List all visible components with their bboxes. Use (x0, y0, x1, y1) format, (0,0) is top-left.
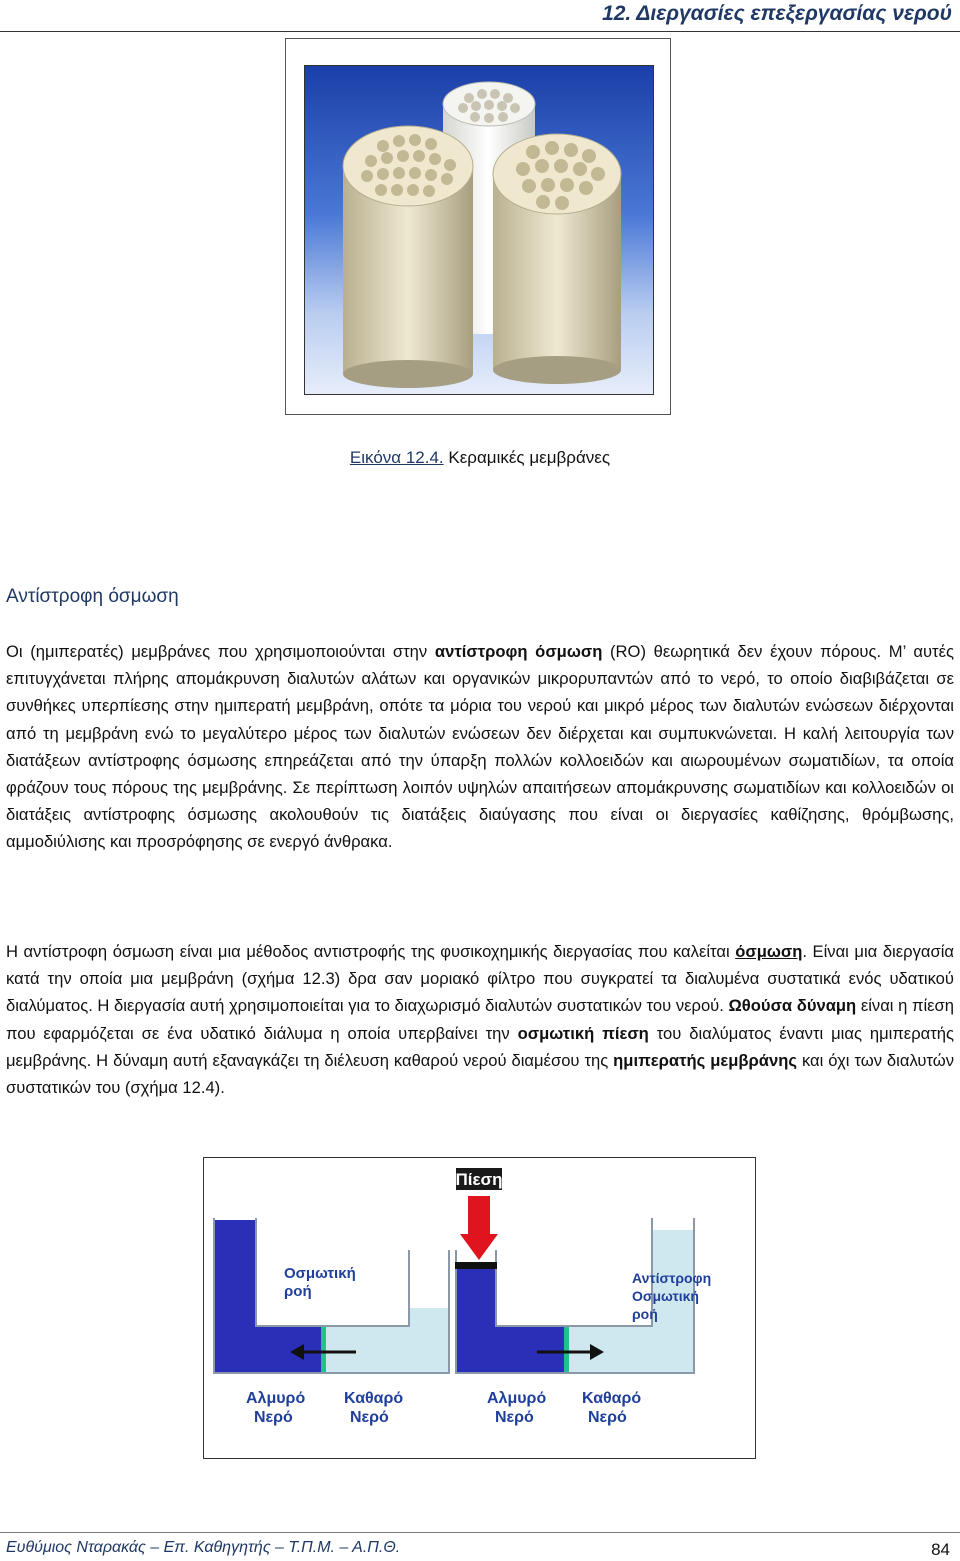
paragraph-text: του διαλύματος έναντι μιας ημιπερατής μεμβράνης. Η δύναμη αυτή εξαναγκάζει τη διέλευση καθαρού νερού διαμέσου της (6, 1023, 955, 1070)
pressure-arrow-icon (460, 1196, 498, 1260)
paragraph-text: (RO) θεωρητικά δεν έχουν πόρους. Μ’ αυτές επιτυγχάνεται πλήρης απομάκρυνση διαλυτών αλάτων και οργανικών μικρορυπαντών από το νερό, το οποίο διαβιβάζεται σε συνθήκες υπερπίεσης στην ημιπερατή μεμβράνη, οπότε τα μόρια του νερού και μικρό μέρος των διαλυτών ενώσεων διέρχονται από τη μεμβράνη ενώ το μεγαλύτερο μέρος των διαλυτών ενώσεων δεν διέρχεται και συμπυκνώνεται. Η καλή λειτουργία των διατάξεων αντίστροφης όσμωσης επηρεάζεται από την ύπαρξη πολλών κολλοειδών και αιωρουμένων σωματιδίων, τα οποία φράζουν τους πόρους της μεμβράνης. Σε περίπτωση λοιπόν υψηλών απαιτήσεων απομάκρυνσης σωματιδίων και κολλοειδών οι διατάξεις αντίστροφης όσμωσης ακολουθούν τις διατάξεις διαύγασης που είναι οι διεργασίες καθίζησης, θρόμβωσης, αμμοδιύλισης και προσρόφησης σε ενεργό άνθρακα. (6, 642, 954, 852)
bold-term: οσμωτική πίεση (517, 1023, 649, 1043)
footer-author: Ευθύμιος Νταρακάς – Επ. Καθηγητής – Τ.Π.Μ. – Α.Π.Θ. (6, 1539, 401, 1556)
bold-term: αντίστροφη όσμωση (434, 642, 603, 661)
paragraph-text: Οι (ημιπερατές) μεμβράνες που χρησιμοποιούνται στην (6, 642, 435, 661)
ceramic-membranes-image (305, 66, 654, 395)
salt-water-label-right: Αλμυρό Νερό (487, 1390, 547, 1426)
section-heading: Αντίστροφη όσμωση (6, 586, 179, 607)
ceramic-membranes-figure (285, 38, 671, 415)
paragraph-text: είναι η πίεση που εφαρμόζεται σε ένα υδατικό διάλυμα η οποία υπερβαίνει την (6, 996, 954, 1043)
salt-water-label-left: Αλμυρό Νερό (246, 1390, 306, 1426)
paragraph-text: . Είναι μια διεργασία κατά την οποία μια μεμβράνη (σχήμα 12.3) δρα σαν μοριακό φίλτρο που συγκρατεί τα διαλυμένα συστατικά ενός υδατικού διαλύματος. Η διεργασία αυτή χρησιμοποιείται για το διαχωρισμό διαλυτών συστατικών του νερού. (6, 942, 954, 1016)
clean-water-label-right: Καθαρό Νερό (582, 1390, 642, 1426)
osmotic-flow-label: Οσμωτική ροή (284, 1265, 356, 1300)
page-number: 84 (931, 1540, 950, 1559)
figure-caption (0, 448, 960, 468)
bold-term: Ωθούσα δύναμη (728, 996, 857, 1016)
clean-water-label-left: Καθαρό Νερό (344, 1390, 404, 1426)
osmosis-diagram (203, 1157, 756, 1459)
paragraph-text: Η αντίστροφη όσμωση είναι μια μέθοδος αντιστροφής της φυσικοχημικής διεργασίας που καλείται (6, 942, 736, 961)
bold-term: όσμωση (735, 942, 803, 961)
paragraph-reverse-osmosis-membranes (6, 638, 954, 856)
figure-caption-text: Κεραμικές μεμβράνες (443, 448, 611, 467)
pressure-label: Πίεση (455, 1170, 503, 1189)
header-divider (0, 31, 960, 32)
reverse-osmotic-flow-label: Αντίστροφη Οσμωτική ροή (632, 1270, 712, 1322)
figure-caption-number: Εικόνα 12.4. (349, 448, 444, 467)
paragraph-text: και όχι των διαλυτών συστατικών του (σχήμα 12.4). (6, 1050, 954, 1098)
footer-divider (0, 1532, 960, 1533)
bold-term: ημιπερατής μεμβράνης (613, 1050, 798, 1070)
page-header-title: 12. Διεργασίες επεξεργασίας νερού (602, 2, 952, 25)
ceramic-membranes-photo (304, 65, 654, 395)
paragraph-reverse-osmosis-method (6, 938, 954, 1101)
osmosis-u-tube (214, 1218, 449, 1373)
osmosis-diagram-svg (204, 1158, 755, 1458)
